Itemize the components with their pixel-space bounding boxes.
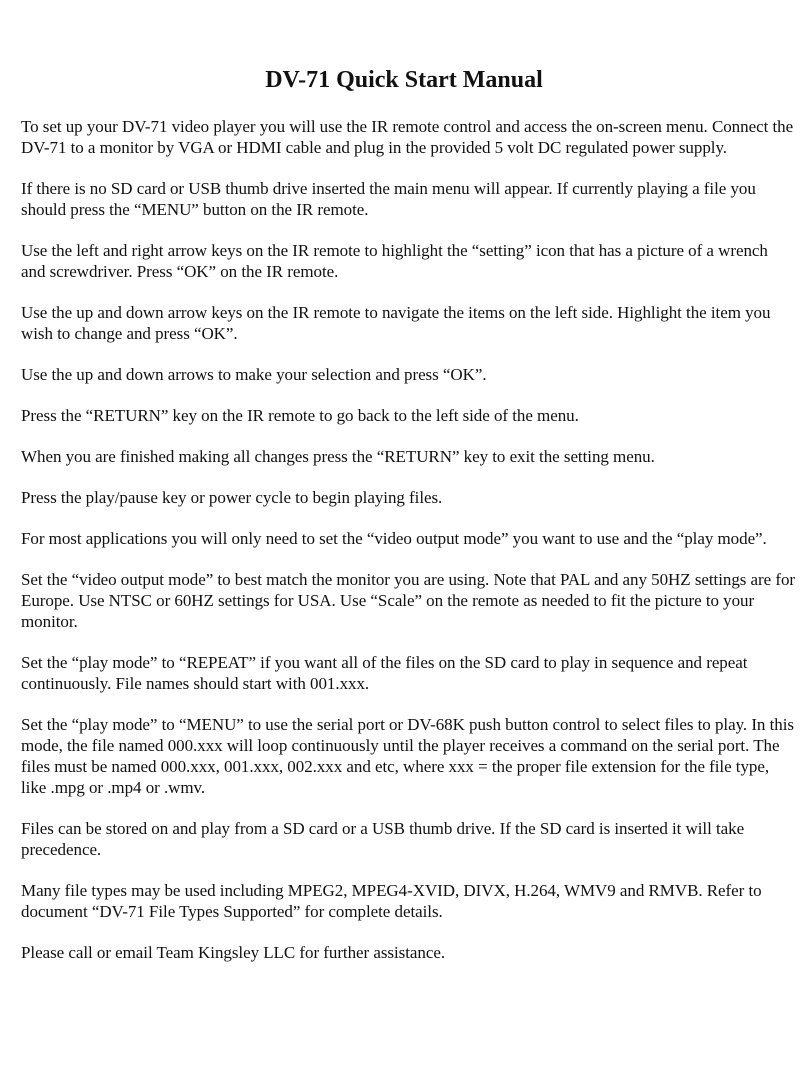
paragraph-setup: To set up your DV-71 video player you will use the IR remote control and access the on-screen menu. Connect the DV-71 to a monitor by VGA or HDMI cable and plug in the provided 5 volt DC regulated power supply. — [21, 117, 794, 157]
paragraph-main-menu: If there is no SD card or USB thumb drive inserted the main menu will appear. If currently playing a file you should press the “MENU” button on the IR remote. — [21, 179, 756, 219]
page-title: DV-71 Quick Start Manual — [265, 67, 543, 93]
paragraph-return-key: Press the “RETURN” key on the IR remote to go back to the left side of the menu. — [21, 406, 579, 425]
paragraph-storage: Files can be stored on and play from a SD card or a USB thumb drive. If the SD card is inserted it will take precedence. — [21, 819, 745, 859]
paragraph-video-output-mode: Set the “video output mode” to best match the monitor you are using. Note that PAL and any 50HZ settings are for Europe. Use NTSC or 60HZ settings for USA. Use “Scale” on the remote as needed to fit the picture to your monitor. — [21, 570, 796, 631]
paragraph-most-applications: For most applications you will only need to set the “video output mode” you want to use and the “play mode”. — [21, 529, 767, 548]
paragraph-play-mode-menu: Set the “play mode” to “MENU” to use the serial port or DV-68K push button control to select files to play. In this mode, the file named 000.xxx will loop continuously until the player receives a command on the serial port. The files must be named 000.xxx, 001.xxx, 002.xxx and etc, where xxx = the proper file extension for the file type, like .mpg or .mp4 or .wmv. — [21, 715, 794, 797]
paragraph-contact: Please call or email Team Kingsley LLC for further assistance. — [21, 943, 446, 962]
paragraph-play-mode-repeat: Set the “play mode” to “REPEAT” if you want all of the files on the SD card to play in sequence and repeat continuously. File names should start with 001.xxx. — [21, 653, 748, 693]
paragraph-begin-playing: Press the play/pause key or power cycle to begin playing files. — [21, 488, 443, 507]
paragraph-setting-icon: Use the left and right arrow keys on the IR remote to highlight the “setting” icon that has a picture of a wrench and screwdriver. Press “OK” on the IR remote. — [21, 241, 768, 281]
document-body — [21, 116, 796, 983]
paragraph-exit-menu: When you are finished making all changes press the “RETURN” key to exit the setting menu. — [21, 447, 655, 466]
paragraph-make-selection: Use the up and down arrows to make your selection and press “OK”. — [21, 365, 487, 384]
paragraph-navigate-items: Use the up and down arrow keys on the IR remote to navigate the items on the left side. Highlight the item you wish to change and press “OK”. — [21, 303, 771, 343]
paragraph-file-types: Many file types may be used including MPEG2, MPEG4-XVID, DIVX, H.264, WMV9 and RMVB. Refer to document “DV-71 File Types Supported” for complete details. — [21, 881, 762, 921]
